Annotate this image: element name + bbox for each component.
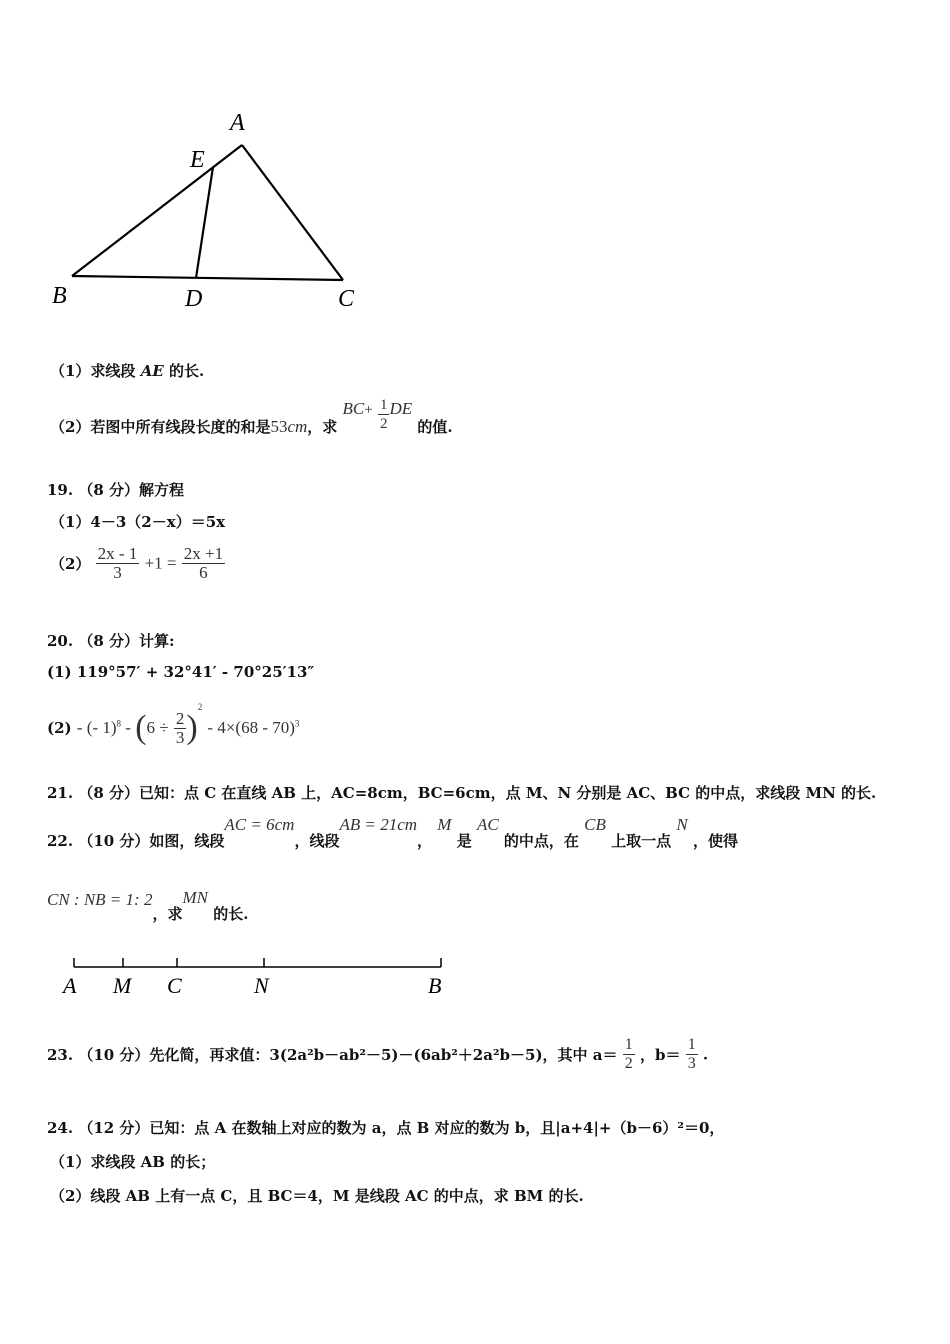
q19-part1: （1）4－3（2－x）＝5x bbox=[50, 513, 226, 531]
label-C: C bbox=[338, 286, 355, 312]
q19-part2: （2） $\frac{2x - 1}{3}$ +1 = $\frac{2x +1}{6}$ bbox=[50, 544, 224, 582]
q23-b-fraction: $\frac{1}{3}$ bbox=[687, 1036, 696, 1072]
seg-label-N: N bbox=[254, 973, 269, 998]
label-A: A bbox=[230, 110, 245, 136]
q20-fraction: $\frac{2}{3}$ bbox=[175, 708, 185, 747]
q23-text: 23. （10 分）先化简，再求值：3(2a²b－ab²－5)－(6ab²＋2a²b－5)，其中 a＝ $\frac{1}{2}$ ，b＝ $\frac{1}{3}$ . bbox=[47, 1036, 709, 1072]
q22-line1: 22. （10 分）如图，线段AC = 6cm，线段AB = 21cm， M 是 AC 的中点，在 CB 上取一点 N ，使得 bbox=[47, 815, 738, 850]
seg-label-C: C bbox=[167, 973, 182, 998]
label-B: B bbox=[52, 283, 67, 309]
seg-label-A: A bbox=[63, 973, 77, 998]
q22-line2: CN : NB = 1: 2，求MN 的长. bbox=[47, 888, 249, 923]
q19-right-fraction: $\frac{2x +1}{6}$ bbox=[183, 544, 224, 582]
q21-text: 21. （8 分）已知：点 C 在直线 AB 上，AC=8cm，BC=6cm，点 M、N 分别是 AC、BC 的中点，求线段 MN 的长. bbox=[47, 784, 877, 802]
label-D: D bbox=[185, 286, 203, 312]
q19-title: 19. （8 分）解方程 bbox=[47, 481, 184, 499]
q24-part1: （1）求线段 AB 的长； bbox=[50, 1153, 216, 1171]
q20-part1: (1) 119°57′ + 32°41′ - 70°25′13″ bbox=[47, 663, 315, 681]
label-E: E bbox=[190, 147, 205, 173]
q20-part2: (2) - (- 1)$^8$ - (6 ÷ $\frac{2}{3}$ )$^2$ - 4×(68 - 70)$^3$ bbox=[47, 702, 300, 747]
q24-text: 24. （12 分）已知：点 A 在数轴上对应的数为 a，点 B 对应的数为 b，且|a+4|+（b－6）²＝0， bbox=[47, 1119, 725, 1137]
q20-title: 20. （8 分）计算: bbox=[47, 632, 175, 650]
seg-label-B: B bbox=[428, 973, 442, 998]
q18-part1: （1）求线段 AE 的长. bbox=[50, 362, 205, 380]
segment-figure bbox=[55, 952, 455, 1002]
q23-a-fraction: $\frac{1}{2}$ bbox=[624, 1036, 633, 1072]
triangle-figure bbox=[40, 105, 380, 320]
q18-fraction: $\frac{1}{2}$ bbox=[379, 397, 388, 432]
q18-part2: （2）若图中所有线段长度的和是53cm，求 BC+ $\frac{1}{2}$ DE 的值. bbox=[50, 397, 453, 436]
q24-part2: （2）线段 AB 上有一点 C，且 BC＝4，M 是线段 AC 的中点，求 BM 的长. bbox=[50, 1187, 584, 1205]
q19-left-fraction: $\frac{2x - 1}{3}$ bbox=[97, 544, 138, 582]
seg-label-M: M bbox=[113, 973, 132, 998]
